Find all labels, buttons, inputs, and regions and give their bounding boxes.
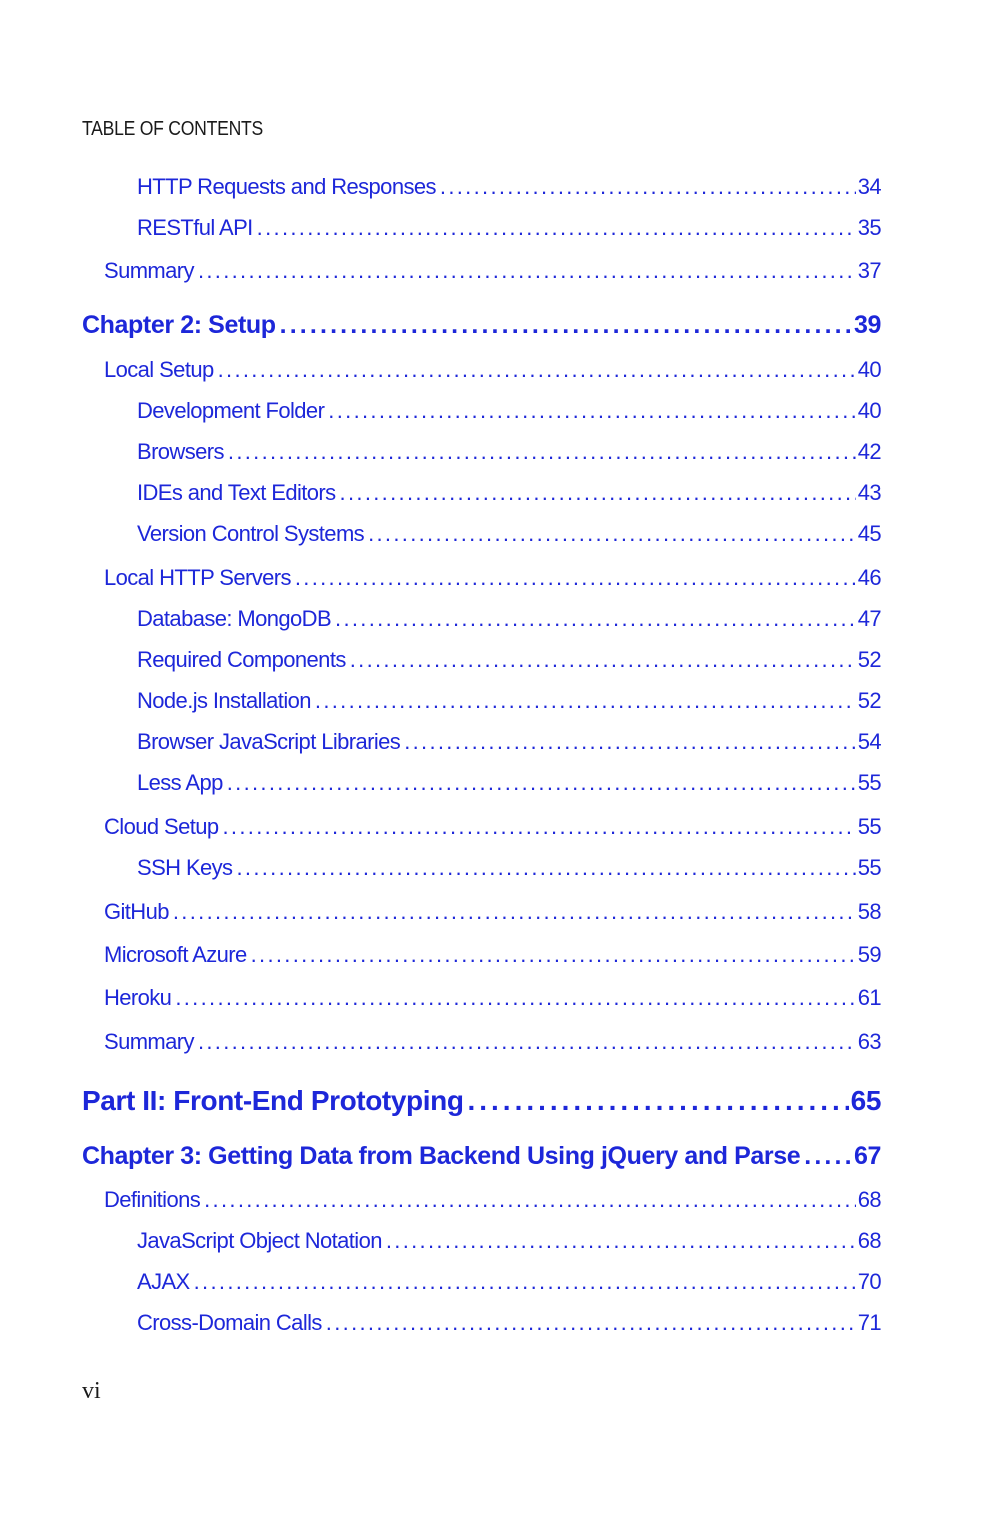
toc-entry-title: Browsers xyxy=(137,439,224,464)
toc-entry[interactable] xyxy=(137,521,881,547)
toc-entry-title: Database: MongoDB xyxy=(137,606,332,631)
toc-entry-title: HTTP Requests and Responses xyxy=(137,174,436,199)
dot-leader xyxy=(223,814,856,840)
dot-leader xyxy=(204,1187,856,1213)
dot-leader xyxy=(440,174,856,200)
toc-entry-page: 52 xyxy=(857,688,881,713)
toc-entry-title: AJAX xyxy=(137,1269,190,1294)
toc-entry[interactable] xyxy=(137,174,881,200)
dot-leader xyxy=(198,258,856,284)
toc-entry-page: 39 xyxy=(853,311,881,339)
toc-entry-title: Browser JavaScript Libraries xyxy=(137,729,401,754)
running-header: TABLE OF CONTENTS xyxy=(82,118,263,140)
toc-entry-page: 40 xyxy=(857,398,881,423)
toc-entry[interactable] xyxy=(82,1142,881,1171)
toc-entry-page: 40 xyxy=(857,357,881,382)
toc-entry-page: 34 xyxy=(857,174,881,199)
dot-leader xyxy=(386,1228,856,1254)
toc-entry[interactable] xyxy=(104,942,881,968)
dot-leader xyxy=(315,688,856,714)
toc-entry-page: 63 xyxy=(857,1029,881,1054)
toc-entry-title: RESTful API xyxy=(137,215,253,240)
toc-entry[interactable] xyxy=(137,398,881,424)
toc-entry-title: Less App xyxy=(137,770,223,795)
dot-leader xyxy=(326,1310,856,1336)
toc-entry[interactable] xyxy=(104,565,881,591)
toc-entry-page: 61 xyxy=(857,985,881,1010)
toc-entry[interactable] xyxy=(82,311,881,340)
toc-entry-page: 70 xyxy=(857,1269,881,1294)
dot-leader xyxy=(804,1142,852,1171)
toc-entry-page: 55 xyxy=(857,770,881,795)
toc-entry-page: 65 xyxy=(850,1085,881,1116)
dot-leader xyxy=(335,606,856,632)
toc-entry-page: 46 xyxy=(857,565,881,590)
page-number: vi xyxy=(82,1378,101,1404)
toc-entry[interactable] xyxy=(137,688,881,714)
toc-entry-page: 59 xyxy=(857,942,881,967)
dot-leader xyxy=(175,985,855,1011)
toc-entry[interactable] xyxy=(137,770,881,796)
toc-entry[interactable] xyxy=(104,258,881,284)
toc-entry-page: 68 xyxy=(857,1187,881,1212)
toc-entry[interactable] xyxy=(137,480,881,506)
dot-leader xyxy=(198,1029,856,1055)
toc-entry-title: Heroku xyxy=(104,985,172,1010)
dot-leader xyxy=(280,311,852,340)
dot-leader xyxy=(368,521,856,547)
dot-leader xyxy=(340,480,856,506)
toc-entry-page: 42 xyxy=(857,439,881,464)
dot-leader xyxy=(295,565,856,591)
toc-entry[interactable] xyxy=(137,606,881,632)
toc-entry[interactable] xyxy=(137,1269,881,1295)
dot-leader xyxy=(194,1269,856,1295)
toc-entry-title: Version Control Systems xyxy=(137,521,365,546)
toc-entry-title: Microsoft Azure xyxy=(104,942,247,967)
toc-entry[interactable] xyxy=(137,215,881,241)
toc-entry-title: Required Components xyxy=(137,647,346,672)
toc-entry-title: GitHub xyxy=(104,899,169,924)
toc-entry-page: 47 xyxy=(857,606,881,631)
toc-entry-page: 55 xyxy=(857,855,881,880)
toc-entry-title: Development Folder xyxy=(137,398,325,423)
toc-entry-title: JavaScript Object Notation xyxy=(137,1228,382,1253)
toc-entry[interactable] xyxy=(137,1228,881,1254)
dot-leader xyxy=(404,729,856,755)
dot-leader xyxy=(251,942,856,968)
toc-entry-page: 55 xyxy=(857,814,881,839)
toc-entry-title: Chapter 2: Setup xyxy=(82,311,276,339)
toc-entry-title: Cross-Domain Calls xyxy=(137,1310,322,1335)
toc-entry-page: 68 xyxy=(857,1228,881,1253)
toc-entry[interactable] xyxy=(137,1310,881,1336)
toc-entry[interactable] xyxy=(104,814,881,840)
toc-entry-page: 45 xyxy=(857,521,881,546)
toc-entry[interactable] xyxy=(137,439,881,465)
toc-entry-page: 54 xyxy=(857,729,881,754)
dot-leader xyxy=(328,398,855,424)
toc-entry-title: Local Setup xyxy=(104,357,214,382)
toc-entry[interactable] xyxy=(104,899,881,925)
toc-entry-page: 58 xyxy=(857,899,881,924)
dot-leader xyxy=(468,1085,849,1117)
toc-entry-page: 52 xyxy=(857,647,881,672)
toc-entry-title: Summary xyxy=(104,1029,194,1054)
dot-leader xyxy=(236,855,855,881)
dot-leader xyxy=(218,357,856,383)
toc-entry[interactable] xyxy=(104,357,881,383)
toc-entry-title: Summary xyxy=(104,258,194,283)
toc-entry-page: 67 xyxy=(853,1142,881,1170)
dot-leader xyxy=(257,215,856,241)
toc-entry-page: 37 xyxy=(857,258,881,283)
toc-entry-title: Definitions xyxy=(104,1187,201,1212)
toc-entry-title: Cloud Setup xyxy=(104,814,219,839)
toc-entry-title: Node.js Installation xyxy=(137,688,311,713)
dot-leader xyxy=(173,899,856,925)
toc-entry-title: SSH Keys xyxy=(137,855,233,880)
toc-entry[interactable] xyxy=(104,1187,881,1213)
toc-entry[interactable] xyxy=(104,985,881,1011)
toc-entry[interactable] xyxy=(137,729,881,755)
toc-entry[interactable] xyxy=(137,855,881,881)
toc-entry-title: Local HTTP Servers xyxy=(104,565,291,590)
toc-entry-page: 71 xyxy=(857,1310,881,1335)
toc-entry[interactable] xyxy=(82,1085,881,1117)
toc-entry[interactable] xyxy=(137,647,881,673)
toc-entry-page: 35 xyxy=(857,215,881,240)
dot-leader xyxy=(350,647,856,673)
toc-entry-page: 43 xyxy=(857,480,881,505)
toc-entry-title: IDEs and Text Editors xyxy=(137,480,336,505)
dot-leader xyxy=(227,770,856,796)
toc-entry[interactable] xyxy=(104,1029,881,1055)
toc-entry-title: Chapter 3: Getting Data from Backend Using jQuery and Parse xyxy=(82,1142,801,1170)
toc-entry-title: Part II: Front-End Prototyping xyxy=(82,1085,464,1116)
dot-leader xyxy=(228,439,856,465)
